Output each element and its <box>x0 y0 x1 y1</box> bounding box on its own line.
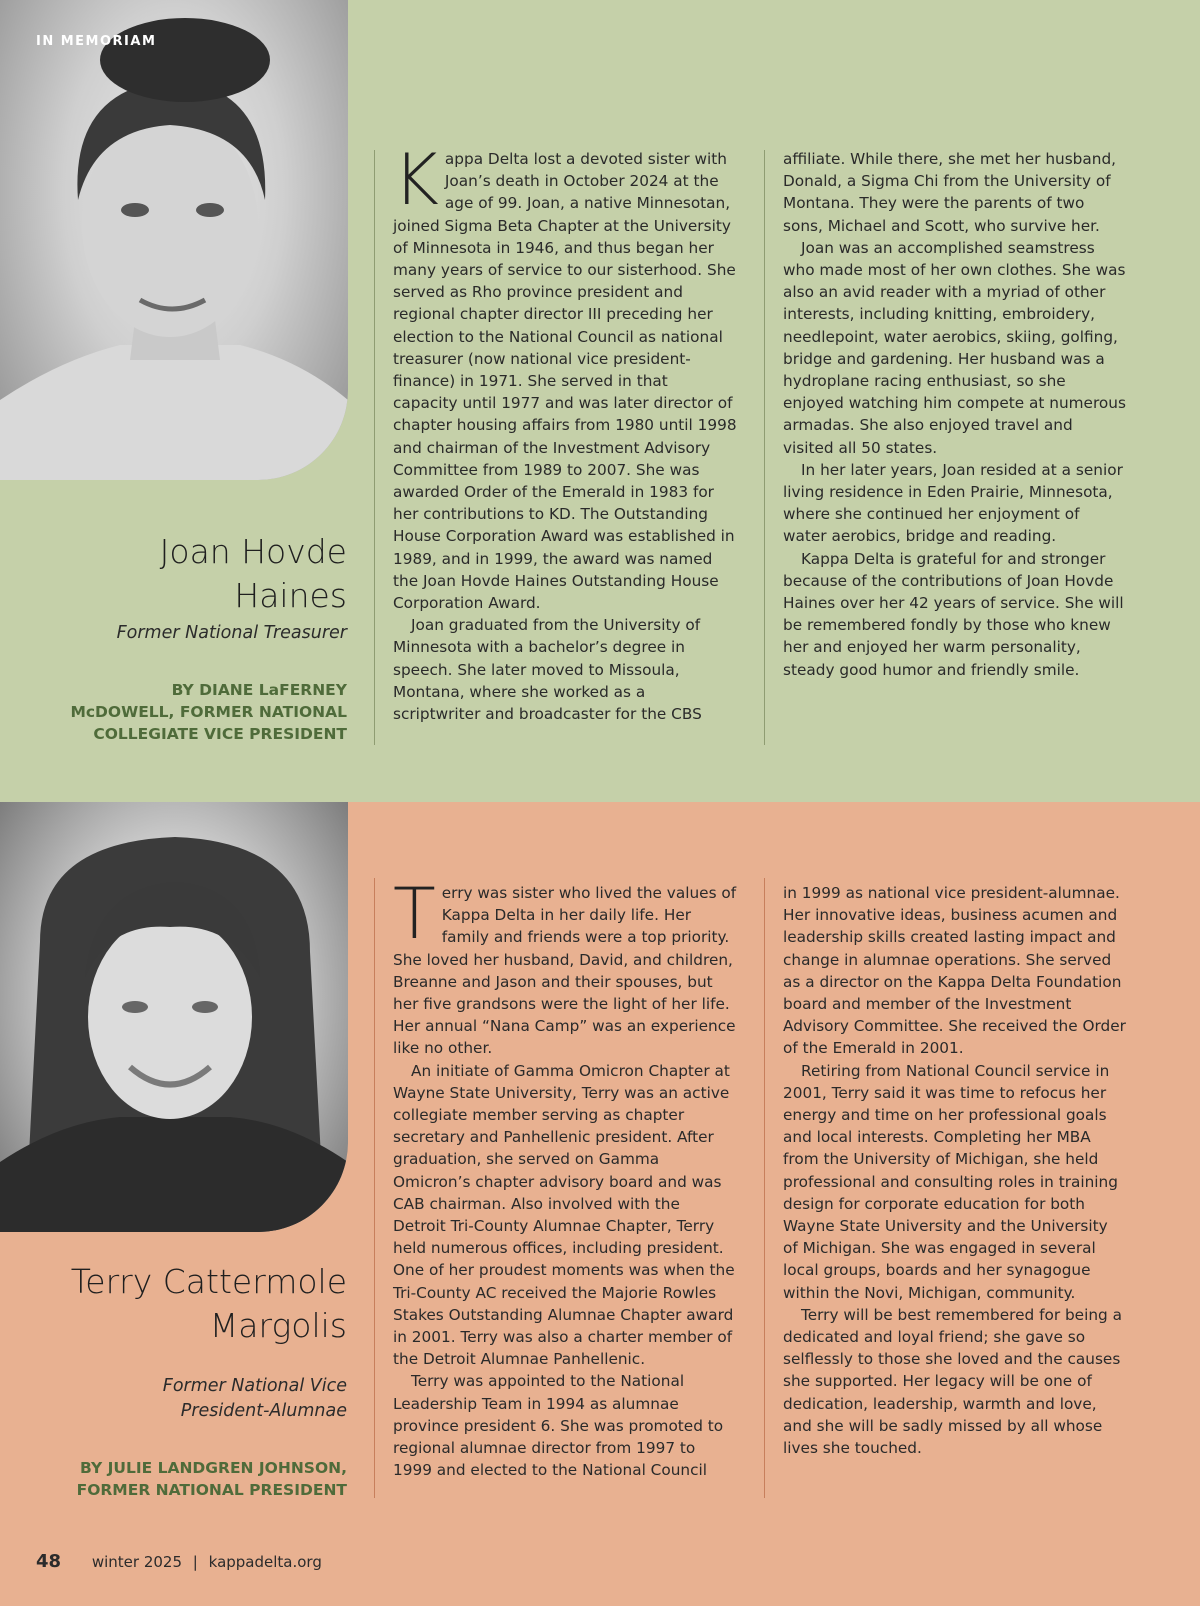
byline-line1: BY DIANE LaFERNEY <box>171 681 347 699</box>
byline-line2: FORMER NATIONAL PRESIDENT <box>76 1481 347 1499</box>
person-name-line2: Margolis <box>209 1306 347 1345</box>
author-byline <box>17 679 347 745</box>
portrait-illustration <box>0 802 348 1232</box>
paragraph: in 1999 as national vice president-alumnae. Her innovative ideas, business acumen and leadership skills created lasting impact and change in alumnae operations. She served as a director on the Kappa Delta Foundation board and member of the Investment Advisory Committee. She received the Order of the Emerald in 2001. <box>783 884 1126 1058</box>
article-column-2 <box>783 148 1127 681</box>
byline-line3: COLLEGIATE VICE PRESIDENT <box>93 725 347 743</box>
column-divider <box>764 150 765 745</box>
portrait-illustration <box>0 0 348 480</box>
paragraph: Terry was sister who lived the values of Kappa Delta in her daily life. Her family and friends were a top priority. She loved her husband, David, and children, Breanne and Jason and their spouses, but her five grandsons were the light of her life. Her annual “Nana Camp” was an experience like no other. <box>393 873 737 1058</box>
column-divider <box>764 878 765 1498</box>
paragraph: Retiring from National Council service in 2001, Terry said it was time to refocus her energy and time on her professional goals and local interests. Completing her MBA from the University of Michigan, she held professional and consulting roles in training design for corporate education for both Wayne State University and the University of Michigan. She was engaged in several local groups, boards and her synagogue within the Novi, Michigan, community. <box>783 1061 1118 1302</box>
footer-separator: | <box>192 1553 198 1571</box>
column-divider <box>374 150 375 745</box>
person-name-line1: Joan Hovde <box>159 532 347 571</box>
memorial-section-joan <box>0 0 1200 802</box>
person-role-line2: President-Alumnae <box>180 1401 347 1421</box>
site-link[interactable]: kappadelta.org <box>208 1553 322 1571</box>
paragraph: Terry will be best remembered for being a dedicated and loyal friend; she gave so selflessly to those she loved and the causes she supported. Her legacy will be one of dedication, leadership, warmth and love, and she will be sadly missed by all whose lives she touched. <box>783 1305 1122 1458</box>
section-label: IN MEMORIAM <box>36 34 157 49</box>
paragraph: Kappa Delta is grateful for and stronger because of the contributions of Joan Hovde Haines over her 42 years of service. She will be remembered fondly by those who knew her and enjoyed her warm personality, steady good humor and friendly smile. <box>783 549 1124 679</box>
article-column-1 <box>393 139 737 725</box>
article-column-1 <box>393 873 737 1481</box>
portrait-photo-terry <box>0 802 348 1232</box>
paragraph: affiliate. While there, she met her husband, Donald, a Sigma Chi from the University of Montana. They were the parents of two sons, Michael and Scott, who survive her. <box>783 150 1117 235</box>
column-divider <box>374 878 375 1498</box>
person-name <box>17 1260 347 1348</box>
article-column-2 <box>783 882 1127 1459</box>
person-name-line1: Terry Cattermole <box>70 1262 347 1301</box>
person-name-line2: Haines <box>234 576 347 615</box>
person-name <box>17 530 347 618</box>
paragraph: In her later years, Joan resided at a senior living residence in Eden Prairie, Minnesota, where she continued her enjoyment of water aerobics, bridge and reading. <box>783 460 1123 546</box>
person-role-line1: Former National Vice <box>162 1376 347 1396</box>
paragraph: An initiate of Gamma Omicron Chapter at Wayne State University, Terry was an active collegiate member serving as chapter secretary and Panhellenic president. After graduation, she served on Gamma Omicron’s chapter advisory board and was CAB chairman. Also involved with the Detroit Tri-County Alumnae Chapter, Terry held numerous offices, including president. One of her proudest moments was when the Tri-County AC received the Majorie Rowles Stakes Outstanding Alumnae Chapter award in 2001. Terry was also a charter member of the Detroit Alumnae Panhellenic. <box>393 1061 735 1369</box>
person-role <box>17 621 347 646</box>
drop-cap: T <box>393 873 436 955</box>
paragraph: Joan graduated from the University of Minnesota with a bachelor’s degree in speech. She later moved to Missoula, Montana, where she worked as a scriptwriter and broadcaster for the CBS <box>393 616 702 724</box>
page-footer <box>36 1551 322 1575</box>
issue-label: winter 2025 <box>91 1553 183 1571</box>
page-number: 48 <box>36 1551 62 1572</box>
byline-line1: BY JULIE LANDGREN JOHNSON, <box>80 1459 347 1477</box>
paragraph: Joan was an accomplished seamstress who made most of her own clothes. She was also an avid reader with a myriad of other interests, including knitting, embroidery, needlepoint, water aerobics, skiing, golfing, bridge and gardening. Her husband was a hydroplane racing enthusiast, so she enjoyed watching him compete at numerous armadas. She also enjoyed travel and visited all 50 states. <box>783 238 1126 457</box>
drop-cap: K <box>393 139 439 221</box>
memorial-section-terry <box>0 802 1200 1606</box>
person-role-line1: Former National Treasurer <box>116 623 347 643</box>
paragraph: Kappa Delta lost a devoted sister with Joan’s death in October 2024 at the age of 99. Joan, a native Minnesotan, joined Sigma Beta Chapter at the University of Minnesota in 1946, and thus began her many years of service to our sisterhood. She served as Rho province president and regional chapter director III preceding her election to the National Council as national treasurer (now national vice president-finance) in 1971. She served in that capacity until 1977 and was later director of chapter housing affairs from 1980 until 1998 and chairman of the Investment Advisory Committee from 1989 to 2007. She was awarded Order of the Emerald in 1983 for her contributions to KD. The Outstanding House Corporation Award was established in 1989, and in 1999, the award was named the Joan Hovde Haines Outstanding House Corporation Award. <box>393 139 737 613</box>
author-byline <box>17 1457 347 1501</box>
portrait-photo-joan <box>0 0 348 480</box>
person-role <box>17 1374 347 1424</box>
byline-line2: McDOWELL, FORMER NATIONAL <box>70 703 347 721</box>
paragraph: Terry was appointed to the National Leadership Team in 1994 as alumnae province president 6. She was promoted to regional alumnae director from 1997 to 1999 and elected to the National Council <box>393 1372 724 1480</box>
